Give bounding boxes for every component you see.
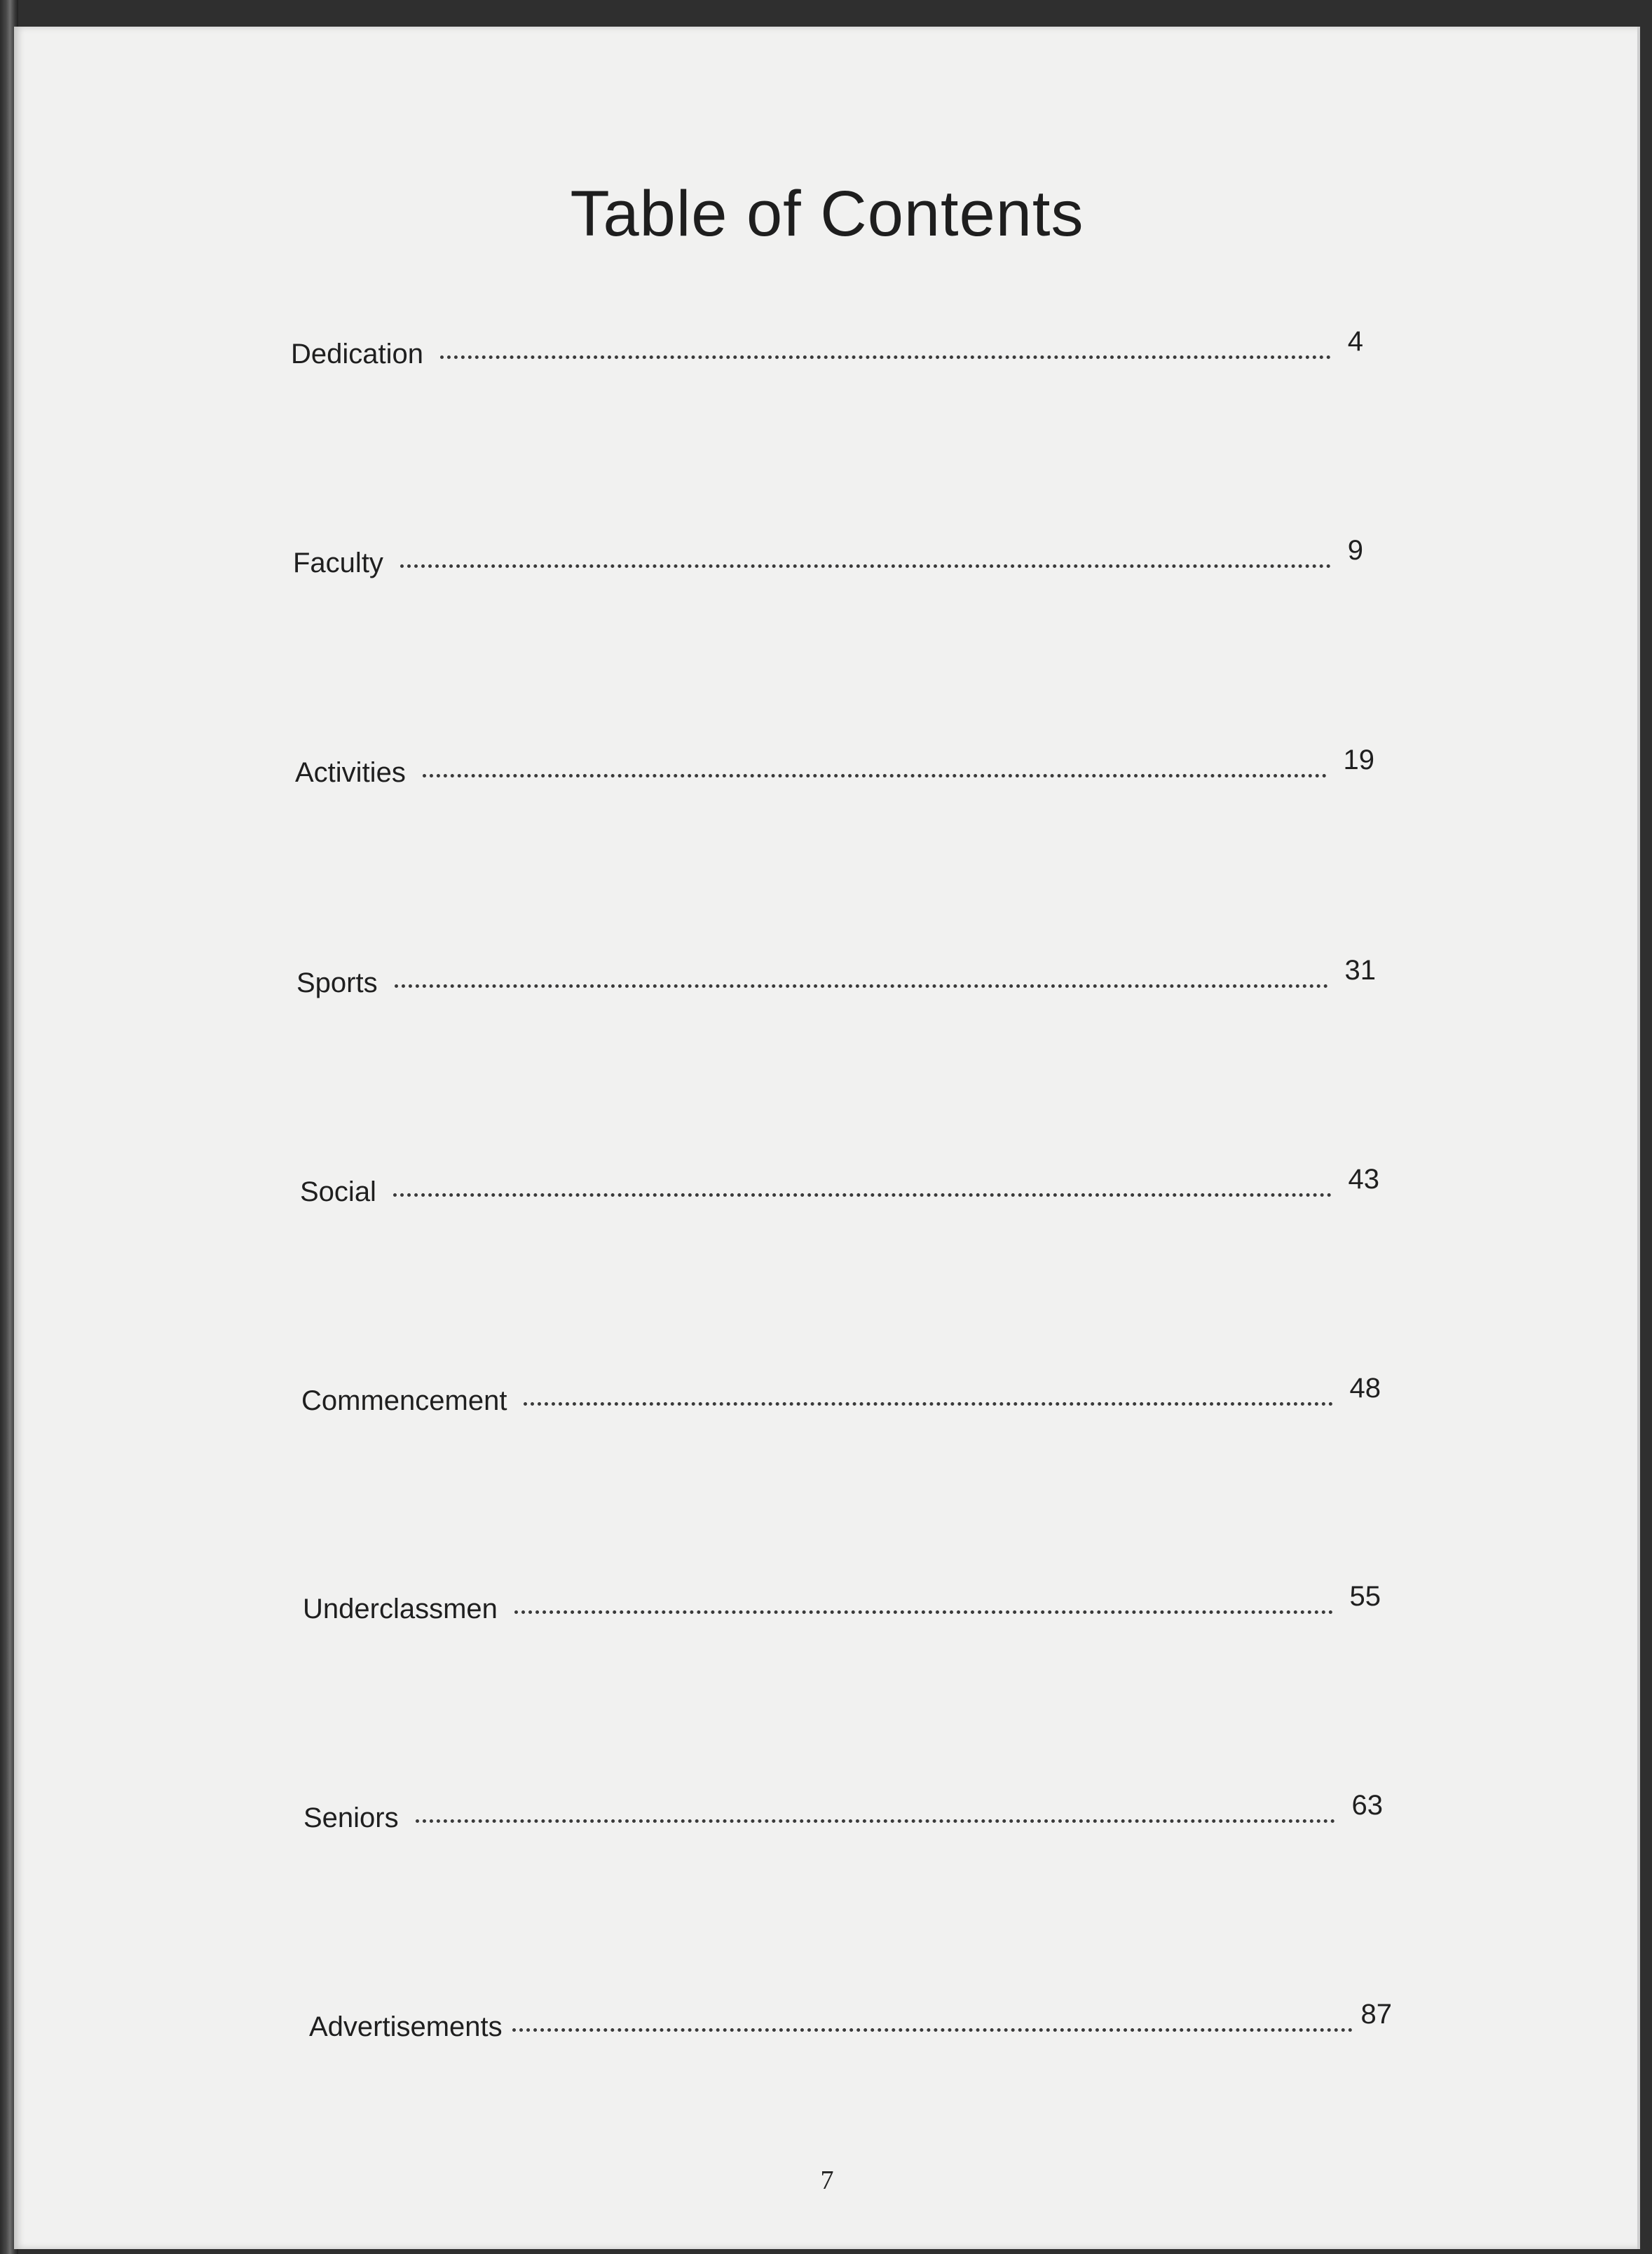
toc-entry-label: Social — [300, 1176, 376, 1207]
toc-entry-sports — [296, 955, 1376, 999]
dot-leader — [400, 562, 1331, 568]
toc-entry-faculty — [293, 535, 1363, 579]
toc-entry-social — [300, 1164, 1379, 1208]
dot-leader — [393, 1190, 1332, 1197]
toc-entry-label: Advertisements — [309, 2011, 503, 2042]
dot-leader — [524, 1399, 1332, 1406]
toc-entry-page-number: 87 — [1360, 1999, 1392, 2030]
toc-entry-page-number: 43 — [1348, 1164, 1379, 1195]
dot-leader — [514, 1608, 1333, 1614]
toc-entry-page-number: 19 — [1343, 745, 1374, 775]
page-number-folio: 7 — [820, 2166, 834, 2195]
toc-entry-label: Dedication — [291, 339, 424, 369]
dot-leader — [416, 1817, 1335, 1823]
toc-entry-page-number: 4 — [1347, 326, 1363, 357]
toc-entry-label: Commencement — [301, 1385, 507, 1416]
toc-entry-activities — [295, 745, 1374, 789]
toc-entry-commencement — [301, 1373, 1381, 1417]
toc-entry-advertisements — [309, 1999, 1392, 2043]
toc-entry-label: Underclassmen — [303, 1594, 498, 1624]
document-page — [14, 27, 1640, 2249]
toc-entry-page-number: 9 — [1347, 535, 1363, 566]
toc-entry-page-number: 48 — [1349, 1373, 1381, 1404]
page-title: Table of Contents — [570, 178, 1084, 250]
toc-entry-page-number: 63 — [1351, 1790, 1383, 1821]
toc-entry-seniors — [303, 1790, 1383, 1834]
toc-entry-page-number: 31 — [1344, 955, 1376, 986]
dot-leader — [440, 353, 1331, 359]
dot-leader — [423, 771, 1327, 778]
page-edge — [1637, 27, 1640, 2249]
toc-entry-page-number: 55 — [1349, 1581, 1381, 1612]
toc-entry-label: Activities — [295, 757, 406, 788]
toc-entry-label: Seniors — [303, 1802, 399, 1833]
toc-entry-underclassmen — [303, 1581, 1381, 1625]
toc-entry-dedication — [291, 326, 1363, 370]
toc-entry-label: Sports — [296, 968, 378, 998]
dot-leader — [395, 982, 1328, 988]
dot-leader — [512, 2025, 1353, 2032]
toc-entry-label: Faculty — [293, 548, 383, 578]
